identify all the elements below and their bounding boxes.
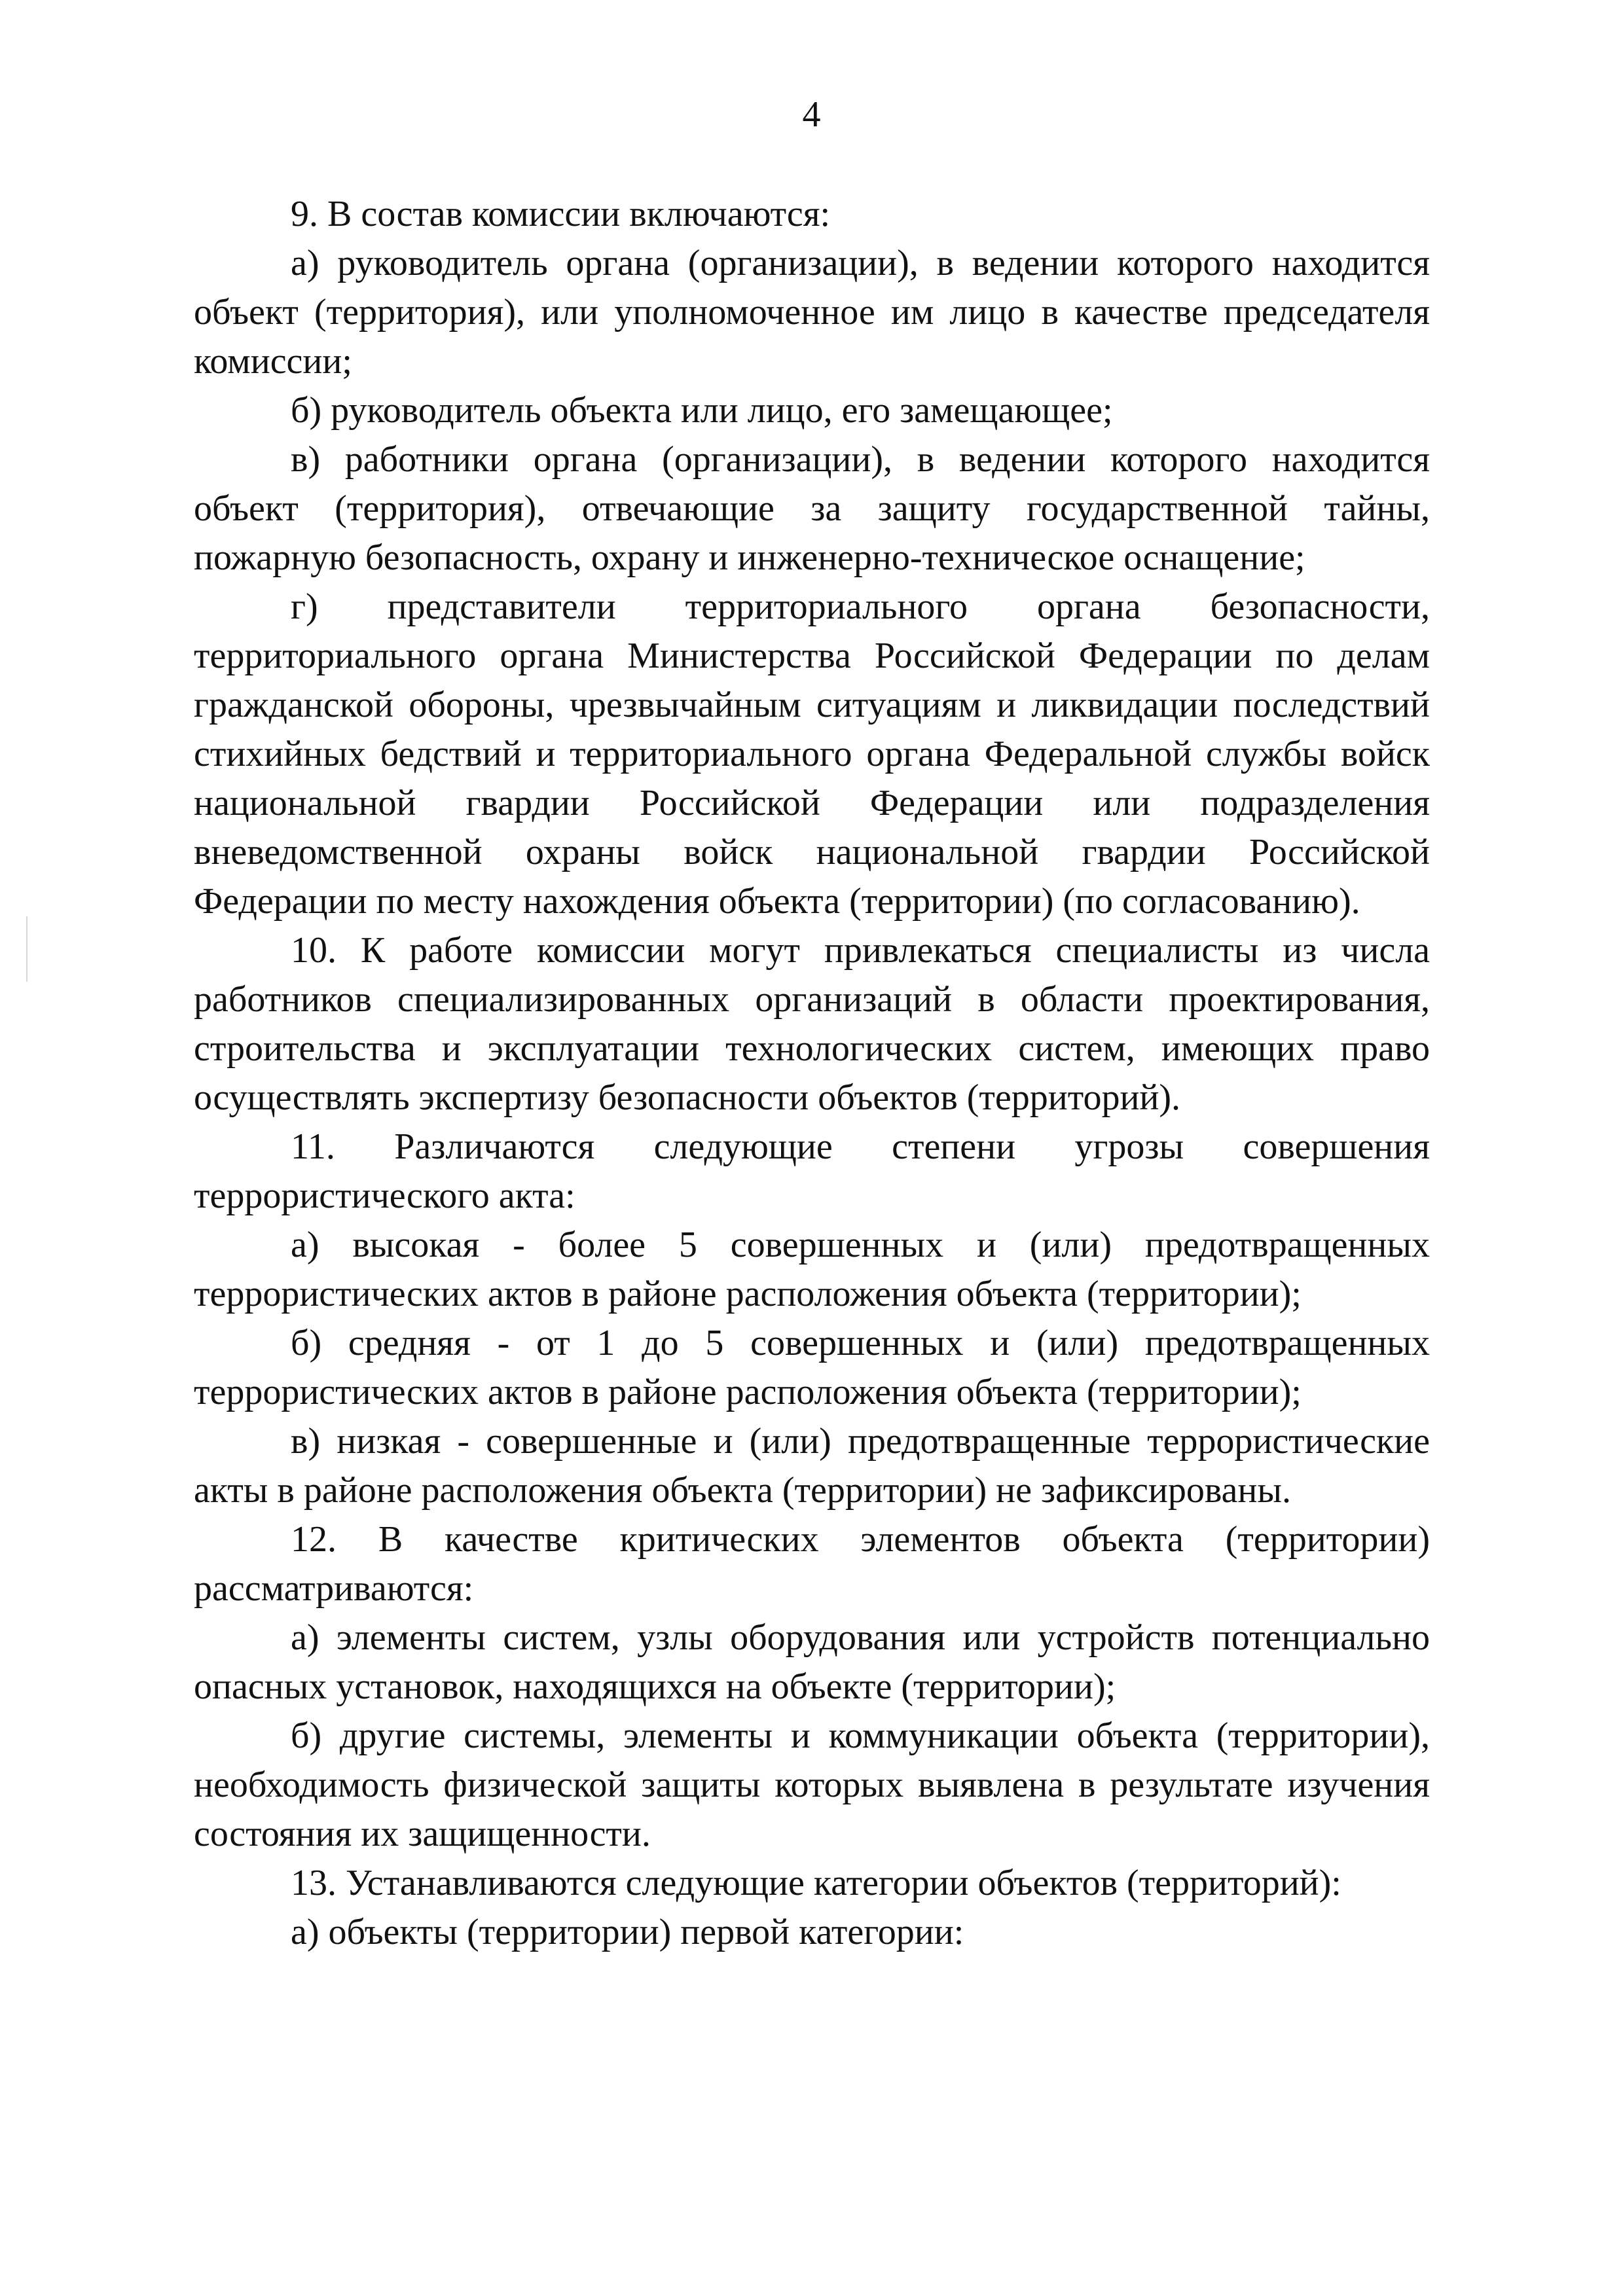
paragraph-12b: б) другие системы, элементы и коммуникации объекта (территории), необходимость физической защиты которых выявлена в результате изучения состояния их защищенности. [194, 1715, 1430, 1854]
paragraph-13-heading: 13. Устанавливаются следующие категории объектов (территорий): [291, 1863, 1341, 1903]
paragraph-9g: г) представители территориального органа безопасности, территориального органа Министерства Российской Федерации по делам гражданской обороны, чрезвычайным ситуациям и ликвидации последствий стихийных бедствий и территориального органа Федеральной службы войск национальной гвардии Российской Федерации или подразделения вневедомственной охраны войск национальной гвардии Российской Федерации по месту нахождения объекта (территории) (по согласованию). [194, 586, 1430, 922]
paragraph-9v: в) работники органа (организации), в ведении которого находится объект (территория), отвечающие за защиту государственной тайны, пожарную безопасность, охрану и инженерно-техническое оснащение; [194, 439, 1430, 578]
paragraph-11v: в) низкая - совершенные и (или) предотвращенные террористические акты в районе расположения объекта (территории) не зафиксированы. [194, 1421, 1430, 1511]
paragraph-11b: б) средняя - от 1 до 5 совершенных и (или) предотвращенных террористических актов в районе расположения объекта (территории); [194, 1323, 1430, 1412]
paragraph-11-heading: 11. Различаются следующие степени угрозы совершения террористического акта: [194, 1126, 1430, 1216]
paragraph-10: 10. К работе комиссии могут привлекаться специалисты из числа работников специализированных организаций в области проектирования, строительства и эксплуатации технологических систем, имеющих право осуществлять экспертизу безопасности объектов (территорий). [194, 930, 1430, 1118]
paragraph-9b: б) руководитель объекта или лицо, его замещающее; [291, 390, 1113, 431]
paragraph-9-heading: 9. В состав комиссии включаются: [291, 194, 831, 234]
scan-artifact [26, 916, 27, 982]
paragraph-12a: а) элементы систем, узлы оборудования или устройств потенциально опасных установок, находящихся на объекте (территории); [194, 1617, 1430, 1707]
page-number: 4 [802, 94, 821, 135]
paragraph-12-heading: 12. В качестве критических элементов объекта (территории) рассматриваются: [194, 1519, 1430, 1609]
paragraph-11a: а) высокая - более 5 совершенных и (или) предотвращенных террористических актов в районе расположения объекта (территории); [194, 1225, 1430, 1314]
document-body [194, 190, 1430, 1957]
paragraph-9a: а) руководитель органа (организации), в ведении которого находится объект (территория), или уполномоченное им лицо в качестве председателя комиссии; [194, 243, 1430, 382]
paragraph-13a: а) объекты (территории) первой категории: [291, 1912, 964, 1952]
